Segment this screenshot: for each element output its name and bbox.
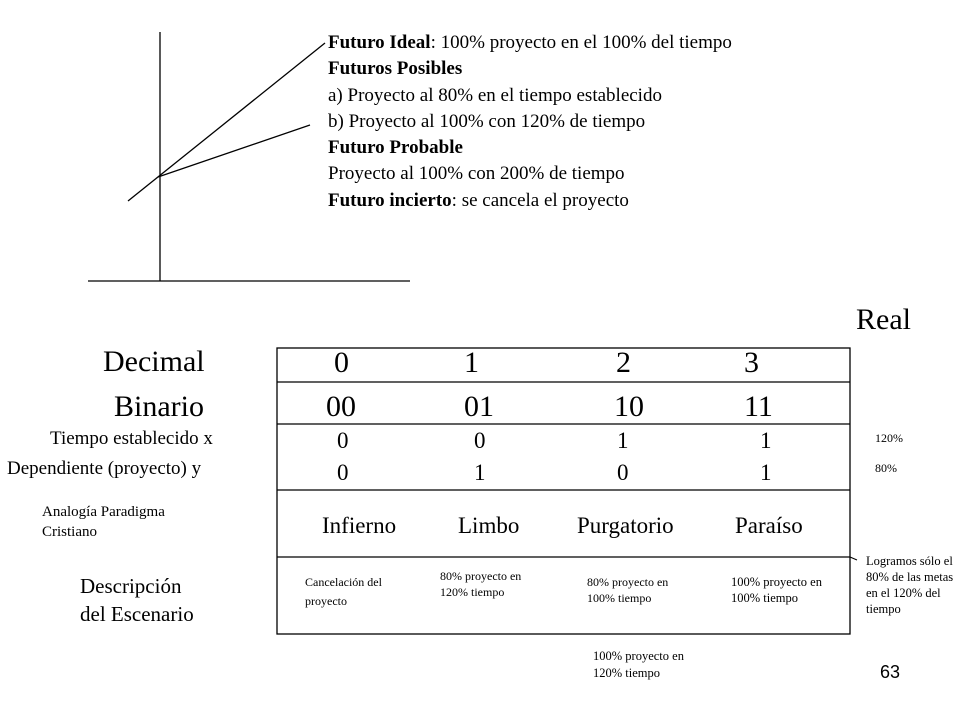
scenario-cell: Infierno [322,513,397,538]
descripcion-line-1: Descripción [80,574,182,598]
pct-120-label: 120% [875,431,903,445]
scenario-cell: Paraíso [735,513,803,538]
x-bit-cell: 0 [474,428,486,453]
page-number: 63 [880,662,901,682]
legend-ideal-title: Futuro Ideal [328,32,431,53]
y-bit-cell: 1 [760,460,772,485]
real-label: Real [856,303,911,336]
legend-probable-title: Futuro Probable [328,137,463,159]
legend-line-1 [328,30,732,56]
binario-label: Binario [114,390,204,423]
legend-posibles-title: Futuros Posibles [328,58,463,80]
legend-incierto-text: : se cancela el proyecto [451,189,629,211]
legend-probable-text: Proyecto al 100% con 200% de tiempo [328,163,625,185]
side-note-pointer [850,557,857,560]
binary-cell: 11 [744,390,773,423]
analogia-line-1: Analogía Paradigma [42,504,165,520]
pct-80-label: 80% [875,461,897,475]
graph-line-ideal [128,43,325,201]
logramos-note: Logramos sólo el 80% de las metas en el 120% del tiempo [866,554,954,616]
legend-incierto-title: Futuro incierto [328,189,452,211]
tiempo-label: Tiempo establecido x [50,428,213,449]
descripcion-label [80,572,194,628]
y-bit-cell: 1 [474,460,486,485]
legend-posible-b: b) Proyecto al 100% con 120% de tiempo [328,110,646,132]
analogia-label [42,502,165,542]
analogia-line-2: Cristiano [42,524,97,540]
x-bit-cell: 1 [617,428,629,453]
extra-note: 100% proyecto en 120% tiempo [593,649,684,680]
description-cell: Cancelación del proyecto [305,575,382,608]
dependiente-label: Dependiente (proyecto) y [7,458,202,479]
legend-ideal-text: : 100% proyecto en el 100% del tiempo [430,32,732,53]
scenario-cell: Purgatorio [577,513,674,538]
legend-line-7 [328,188,732,214]
decimal-label: Decimal [103,345,205,378]
y-bit-cell: 0 [337,460,349,485]
graph-line-posible [158,125,310,177]
legend-posible-a: a) Proyecto al 80% en el tiempo establecido [328,84,662,106]
x-bit-cell: 1 [760,428,772,453]
description-cell: 100% proyecto en 100% tiempo [731,575,822,605]
decimal-cell: 1 [464,346,479,379]
descripcion-line-2: del Escenario [80,602,194,626]
binary-cell: 10 [614,390,644,423]
scenario-cell: Limbo [458,513,520,538]
legend [328,30,732,214]
y-bit-cell: 0 [617,460,629,485]
binary-cell: 01 [464,390,494,423]
description-cell: 80% proyecto en 120% tiempo [440,569,522,599]
description-cell: 80% proyecto en 100% tiempo [587,575,669,605]
decimal-cell: 0 [334,346,349,379]
x-bit-cell: 0 [337,428,349,453]
binary-cell: 00 [326,390,356,423]
decimal-cell: 2 [616,346,631,379]
decimal-cell: 3 [744,346,759,379]
